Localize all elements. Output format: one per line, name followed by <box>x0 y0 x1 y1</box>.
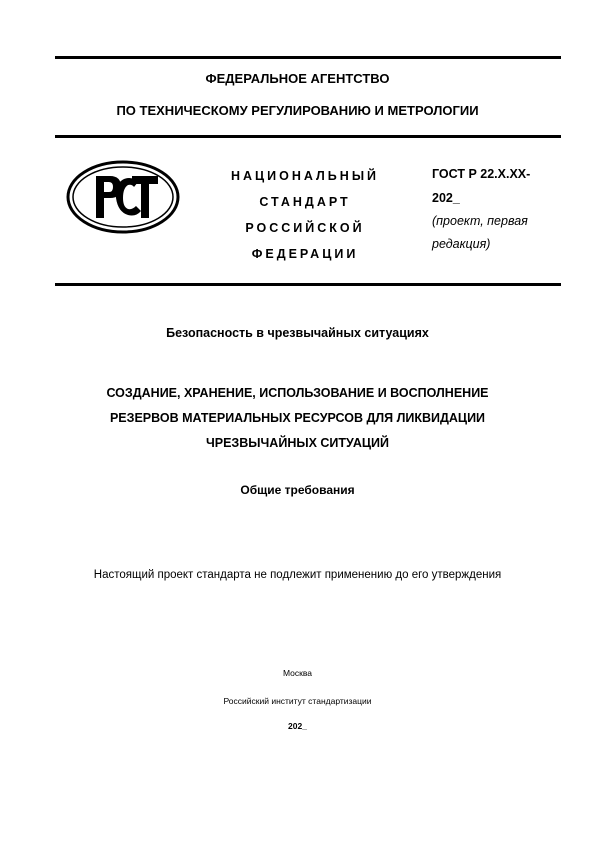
title-line: РЕЗЕРВОВ МАТЕРИАЛЬНЫХ РЕСУРСОВ ДЛЯ ЛИКВИДАЦИИ <box>109 411 486 425</box>
standard-type-line: НАЦИОНАЛЬНЫЙ <box>230 169 380 183</box>
draft-note-line-1: (проект, первая <box>432 214 528 228</box>
gost-code-line-1: ГОСТ Р 22.Х.ХХ- <box>432 167 531 181</box>
standard-type-line: РОССИЙСКОЙ <box>245 221 365 235</box>
national-standard-heading <box>220 163 390 267</box>
agency-line-1: ФЕДЕРАЛЬНОЕ АГЕНТСТВО <box>205 71 390 86</box>
agency-line-2: ПО ТЕХНИЧЕСКОМУ РЕГУЛИРОВАНИЮ И МЕТРОЛОГИИ <box>116 103 479 118</box>
draft-note <box>432 210 562 256</box>
header-rule <box>55 135 561 138</box>
subject-heading: Безопасность в чрезвычайных ситуациях <box>166 326 429 340</box>
publisher: Российский институт стандартизации <box>223 696 372 706</box>
standard-type-line: ФЕДЕРАЦИИ <box>251 247 359 261</box>
general-requirements: Общие требования <box>240 483 355 497</box>
title-line: СОЗДАНИЕ, ХРАНЕНИЕ, ИСПОЛЬЗОВАНИЕ И ВОСПОЛНЕНИЕ <box>106 386 489 400</box>
publication-year: 202_ <box>288 721 307 731</box>
title-line: ЧРЕЗВЫЧАЙНЫХ СИТУАЦИЙ <box>205 436 390 450</box>
draft-notice: Настоящий проект стандарта не подлежит применению до его утверждения <box>93 569 502 581</box>
city: Москва <box>282 668 313 678</box>
gost-code-line-2: 202_ <box>432 191 460 205</box>
document-title <box>0 381 595 456</box>
logo-block-rule <box>55 283 561 286</box>
draft-note-line-2: редакция) <box>432 237 491 251</box>
top-rule <box>55 56 561 59</box>
rst-logo-icon <box>66 160 180 234</box>
gost-code <box>432 162 562 210</box>
standard-type-line: СТАНДАРТ <box>259 195 351 209</box>
